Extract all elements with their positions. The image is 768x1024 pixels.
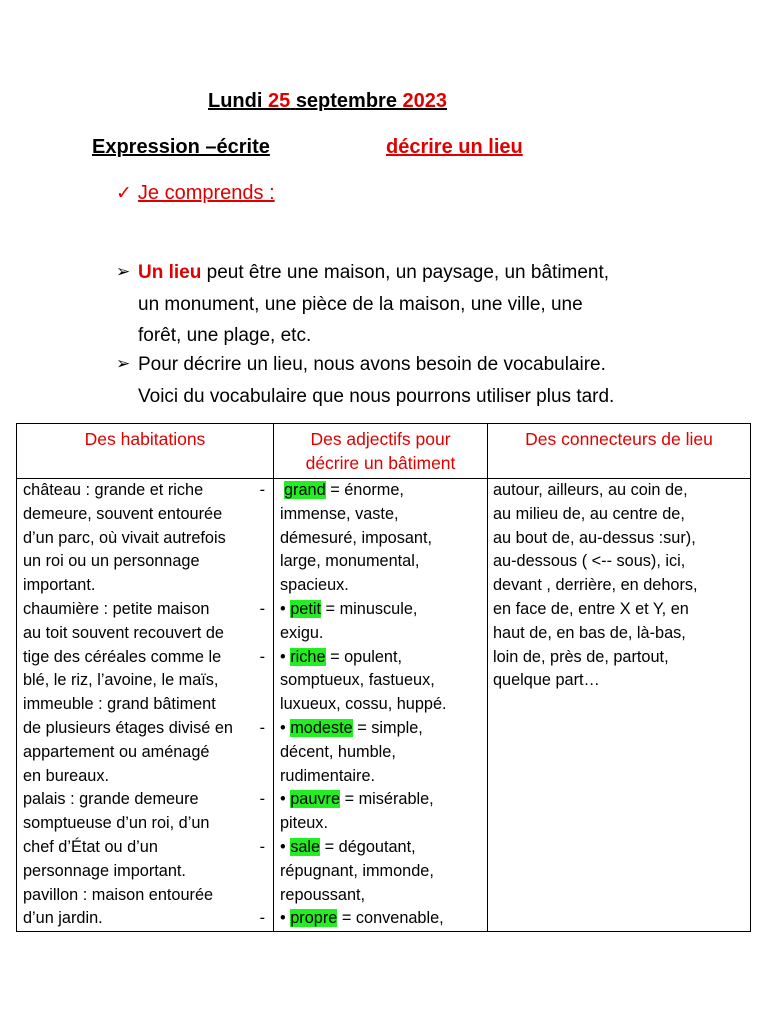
bullet-definition bbox=[116, 257, 716, 352]
dash-mark: - bbox=[259, 647, 265, 666]
adjective-line bbox=[274, 907, 487, 931]
habitation-line bbox=[17, 836, 273, 860]
header-adjectifs-line: Des adjectifs pour bbox=[310, 429, 451, 449]
bullet-line: Pour décrire un lieu, nous avons besoin de vocabulaire. bbox=[138, 354, 606, 375]
highlighted-adjective: modeste bbox=[290, 718, 353, 737]
date-day: 25 bbox=[268, 90, 291, 112]
highlighted-adjective: grand bbox=[284, 481, 326, 499]
highlighted-adjective: sale bbox=[290, 837, 321, 856]
highlighted-adjective: petit bbox=[290, 599, 322, 618]
topic-heading: décrire un lieu bbox=[386, 136, 523, 158]
habitation-line bbox=[17, 812, 273, 836]
dash-mark: - bbox=[259, 909, 265, 928]
adjective-line bbox=[274, 622, 487, 646]
synonyms-text: = énorme, bbox=[330, 481, 404, 499]
habitation-text: demeure, souvent entourée bbox=[23, 504, 223, 523]
connector-line: au-dessous ( <-- sous), ici, bbox=[493, 552, 686, 571]
habitations-cell bbox=[17, 479, 274, 932]
habitation-line bbox=[17, 527, 273, 551]
habitation-line bbox=[17, 693, 273, 717]
adjective-line bbox=[274, 550, 487, 574]
habitation-text: en bureaux. bbox=[23, 766, 109, 785]
dash-mark: - bbox=[259, 599, 265, 618]
habitation-text: d’un parc, où vivait autrefois bbox=[23, 528, 226, 547]
adjective-line bbox=[274, 479, 487, 503]
section-heading bbox=[116, 182, 275, 205]
adjective-line bbox=[274, 717, 487, 741]
connecteurs-cell bbox=[488, 479, 751, 932]
date-month: septembre bbox=[295, 90, 397, 112]
habitation-text: un roi ou un personnage bbox=[23, 552, 200, 571]
synonyms-text: luxueux, cossu, huppé. bbox=[280, 695, 447, 714]
connector-line: quelque part… bbox=[493, 671, 600, 690]
habitation-text: de plusieurs étages divisé en bbox=[23, 718, 233, 737]
adjective-line bbox=[274, 884, 487, 908]
habitation-line bbox=[17, 503, 273, 527]
synonyms-text: large, monumental, bbox=[280, 552, 420, 571]
adjective-line bbox=[274, 669, 487, 693]
date-year: 2023 bbox=[402, 90, 448, 112]
highlighted-adjective: propre bbox=[290, 909, 338, 928]
habitation-text: au toit souvent recouvert de bbox=[23, 623, 224, 642]
bullet-dot-icon: • bbox=[280, 790, 291, 809]
highlighted-adjective: riche bbox=[290, 647, 326, 666]
habitation-line bbox=[17, 598, 273, 622]
dash-mark: - bbox=[259, 481, 265, 499]
habitation-line bbox=[17, 479, 273, 503]
habitation-text: appartement ou aménagé bbox=[23, 742, 210, 761]
habitation-text: personnage important. bbox=[23, 861, 186, 880]
connector-line: au bout de, au-dessus :sur), bbox=[493, 528, 696, 547]
synonyms-text: somptueux, fastueux, bbox=[280, 671, 435, 690]
vocabulary-table bbox=[16, 423, 751, 932]
habitation-line bbox=[17, 622, 273, 646]
habitation-text: immeuble : grand bâtiment bbox=[23, 695, 216, 714]
synonyms-text: = dégoutant, bbox=[324, 837, 416, 856]
connector-line: en face de, entre X et Y, en bbox=[493, 599, 689, 618]
synonyms-text: décent, humble, bbox=[280, 742, 396, 761]
habitation-text: chef d’État ou d’un bbox=[23, 837, 158, 856]
synonyms-text: = convenable, bbox=[341, 909, 444, 928]
habitation-line bbox=[17, 646, 273, 670]
highlighted-adjective: pauvre bbox=[290, 790, 341, 809]
adjective-line bbox=[274, 646, 487, 670]
synonyms-text: = misérable, bbox=[344, 790, 434, 809]
bullet-highlight: Un lieu bbox=[138, 262, 202, 283]
habitation-line bbox=[17, 717, 273, 741]
habitation-line bbox=[17, 550, 273, 574]
bullet-dot-icon: • bbox=[280, 909, 291, 928]
synonyms-text: = simple, bbox=[357, 718, 423, 737]
synonyms-text: démesuré, imposant, bbox=[280, 528, 433, 547]
adjective-line bbox=[274, 527, 487, 551]
habitation-line bbox=[17, 765, 273, 789]
adjective-line bbox=[274, 765, 487, 789]
habitation-line bbox=[17, 907, 273, 931]
arrow-bullet-icon: ➢ bbox=[116, 354, 131, 374]
habitation-line bbox=[17, 788, 273, 812]
connector-line: au milieu de, au centre de, bbox=[493, 504, 685, 523]
synonyms-text: repoussant, bbox=[280, 885, 366, 904]
dash-mark: - bbox=[259, 837, 265, 856]
synonyms-text: spacieux. bbox=[280, 576, 349, 595]
habitation-text: pavillon : maison entourée bbox=[23, 885, 214, 904]
habitation-line bbox=[17, 860, 273, 884]
checkmark-icon: ✓ bbox=[116, 182, 132, 204]
adjective-line bbox=[274, 860, 487, 884]
bullet-line: forêt, une plage, etc. bbox=[138, 325, 312, 346]
adjectifs-cell bbox=[274, 479, 488, 932]
header-connecteurs: Des connecteurs de lieu bbox=[488, 424, 751, 479]
arrow-bullet-icon: ➢ bbox=[116, 262, 131, 282]
page-date-title bbox=[208, 90, 447, 113]
adjective-line bbox=[274, 503, 487, 527]
adjective-line bbox=[274, 836, 487, 860]
habitation-text: chaumière : petite maison bbox=[23, 599, 210, 618]
bullet-line: peut être une maison, un paysage, un bâtiment, bbox=[206, 262, 610, 283]
bullet-line: un monument, une pièce de la maison, une ville, une bbox=[138, 293, 583, 315]
habitation-line bbox=[17, 669, 273, 693]
habitation-text: tige des céréales comme le bbox=[23, 647, 222, 666]
synonyms-text: exigu. bbox=[280, 623, 324, 642]
synonyms-text: = opulent, bbox=[330, 647, 403, 666]
habitation-line bbox=[17, 884, 273, 908]
adjective-line bbox=[274, 574, 487, 598]
habitation-line bbox=[17, 574, 273, 598]
section-title: Je comprends : bbox=[137, 182, 275, 204]
habitation-text: important. bbox=[23, 576, 96, 595]
bullet-line: Voici du vocabulaire que nous pourrons utiliser plus tard. bbox=[138, 385, 615, 407]
connector-line: loin de, près de, partout, bbox=[493, 647, 669, 666]
connector-line: devant , derrière, en dehors, bbox=[493, 576, 698, 595]
subject-heading: Expression –écrite bbox=[92, 136, 270, 158]
bullet-dot-icon: • bbox=[280, 837, 291, 856]
adjective-line bbox=[274, 812, 487, 836]
date-weekday: Lundi bbox=[208, 90, 263, 112]
header-habitations: Des habitations bbox=[17, 424, 274, 479]
habitation-text: blé, le riz, l’avoine, le maïs, bbox=[23, 671, 219, 690]
habitation-text: d’un jardin. bbox=[23, 909, 103, 928]
synonyms-text: répugnant, immonde, bbox=[280, 861, 434, 880]
connector-line: haut de, en bas de, là-bas, bbox=[493, 623, 686, 642]
synonyms-text: piteux. bbox=[280, 814, 328, 833]
habitation-text: palais : grande demeure bbox=[23, 790, 199, 809]
habitation-text: somptueuse d’un roi, d’un bbox=[23, 814, 210, 833]
dash-mark: - bbox=[259, 790, 265, 809]
habitation-text: château : grande et riche bbox=[23, 481, 204, 499]
bullet-vocabulary bbox=[116, 349, 716, 412]
bullet-dot-icon: • bbox=[280, 599, 291, 618]
header-adjectifs-line: décrire un bâtiment bbox=[305, 453, 456, 473]
adjective-line bbox=[274, 598, 487, 622]
adjective-line bbox=[274, 693, 487, 717]
adjective-line bbox=[274, 788, 487, 812]
adjective-line bbox=[274, 741, 487, 765]
connector-line: autour, ailleurs, au coin de, bbox=[493, 481, 688, 499]
synonyms-text: = minuscule, bbox=[325, 599, 418, 618]
header-adjectifs bbox=[274, 424, 488, 479]
dash-mark: - bbox=[259, 718, 265, 737]
synonyms-text: rudimentaire. bbox=[280, 766, 376, 785]
bullet-dot-icon: • bbox=[280, 647, 291, 666]
habitation-line bbox=[17, 741, 273, 765]
bullet-dot-icon: • bbox=[280, 718, 291, 737]
synonyms-text: immense, vaste, bbox=[280, 504, 399, 523]
